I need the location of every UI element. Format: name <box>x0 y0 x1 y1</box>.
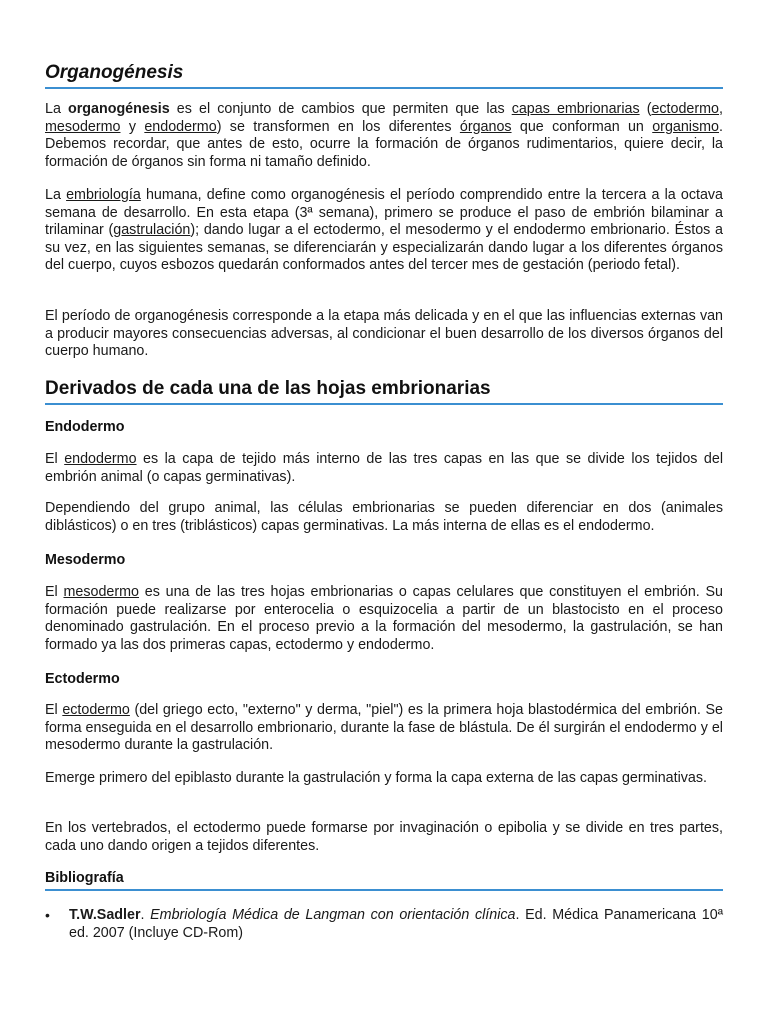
endodermo-paragraph-2: Dependiendo del grupo animal, las células embrionarias se pueden diferenciar en dos (animales diblásticos) o en tres (triblásticos) capas germinativas. La más interna de ellas es el endodermo. <box>45 500 723 534</box>
link-endodermo[interactable]: endodermo <box>144 118 217 135</box>
subheading-mesodermo: Mesodermo <box>45 552 126 568</box>
link-organos[interactable]: órganos <box>459 118 512 135</box>
subheading-ectodermo: Ectodermo <box>45 671 120 687</box>
link-mesodermo[interactable]: mesodermo <box>45 118 121 135</box>
mesodermo-paragraph-1: El mesodermo es una de las tres hojas embrionarias o capas celulares que constituyen el embrión. Su formación puede realizarse por enterocelia o esquizocelia a partir de un blastocisto en el proceso denominado gastrulación. En el proceso previo a la formación del mesodermo, la gastrulación, se han formado ya las dos primeras capas, ectodermo y endodermo. <box>45 584 723 653</box>
intro-paragraph-3: El período de organogénesis corresponde a la etapa más delicada y en el que las influencias externas van a producir mayores consecuencias adversas, al condicionar el buen desarrollo de los diversos órganos del cuerpo humano. <box>45 308 723 360</box>
page-title: Organogénesis <box>45 62 723 89</box>
ectodermo-paragraph-3: En los vertebrados, el ectodermo puede formarse por invaginación o epibolia y se divide en tres partes, cada uno dando origen a tejidos diferentes. <box>45 820 723 854</box>
ectodermo-paragraph-1: El ectodermo (del griego ecto, "externo" y derma, "piel") es la primera hoja blastodérmica del embrión. Se forma enseguida en el desarrollo embrionario, durante la fase de blástula. De él surgirán el endodermo y el mesodermo durante la gastrulación. <box>45 702 723 754</box>
link-mesodermo-2[interactable]: mesodermo <box>63 584 139 600</box>
endodermo-paragraph-1: El endodermo es la capa de tejido más interno de las tres capas en las que se divide los tejidos del embrión animal (o capas germinativas). <box>45 451 724 485</box>
link-endodermo-2[interactable]: endodermo <box>64 451 137 467</box>
bullet-icon: • <box>45 907 50 923</box>
bib-author: T.W.Sadler <box>69 907 141 923</box>
term-organogenesis: organogénesis <box>68 101 170 117</box>
intro-paragraph-2: La embriología humana, define como organogénesis el período comprendido entre la tercera a la octava semana de desarrollo. En esta etapa (3ª semana), primero se produce el paso de embrión bilaminar a trilaminar (gastrulación); dando lugar a el ectodermo, el mesodermo y el endodermo embrionario. Éstos a su vez, en las siguientes semanas, se diferenciarán y especializarán dando lugar a los diferentes órganos del cuerpo, cuyos esbozos quedarán conformados antes del tercer mes de gestación (periodo fetal). <box>45 187 724 274</box>
link-organismo[interactable]: organismo <box>652 118 719 135</box>
bib-details: . Ed. Médica Panamericana 10ª ed. 2007 (Incluye CD-Rom) <box>69 907 723 941</box>
subheading-bibliografia: Bibliografía <box>45 869 723 891</box>
link-ectodermo-2[interactable]: ectodermo <box>62 702 130 718</box>
link-gastrulacion[interactable]: gastrulación <box>113 222 191 239</box>
intro-paragraph-1: La organogénesis es el conjunto de cambios que permiten que las capas embrionarias (ectodermo, mesodermo y endodermo) se transformen en los diferentes órganos que conforman un organismo. Debemos recordar, que antes de esto, ocurre la formación de órganos rudimentarios, quiere decir, la formación de órganos sin forma ni tamaño definido. <box>45 101 723 170</box>
subheading-endodermo: Endodermo <box>45 419 125 435</box>
link-ectodermo[interactable]: ectodermo <box>651 101 720 117</box>
section-heading-derivados: Derivados de cada una de las hojas embrionarias <box>45 378 723 405</box>
link-embriologia[interactable]: embriología <box>66 187 141 203</box>
bib-title: Embriología Médica de Langman con orientación clínica <box>150 907 516 923</box>
bibliography-item: T.W.Sadler. Embriología Médica de Langman con orientación clínica. Ed. Médica Panamericana 10ª ed. 2007 (Incluye CD-Rom) <box>69 907 723 941</box>
link-capas-embrionarias[interactable]: capas embrionarias <box>511 101 640 117</box>
ectodermo-paragraph-2: Emerge primero del epiblasto durante la gastrulación y forma la capa externa de las capas germinativas. <box>45 770 707 786</box>
